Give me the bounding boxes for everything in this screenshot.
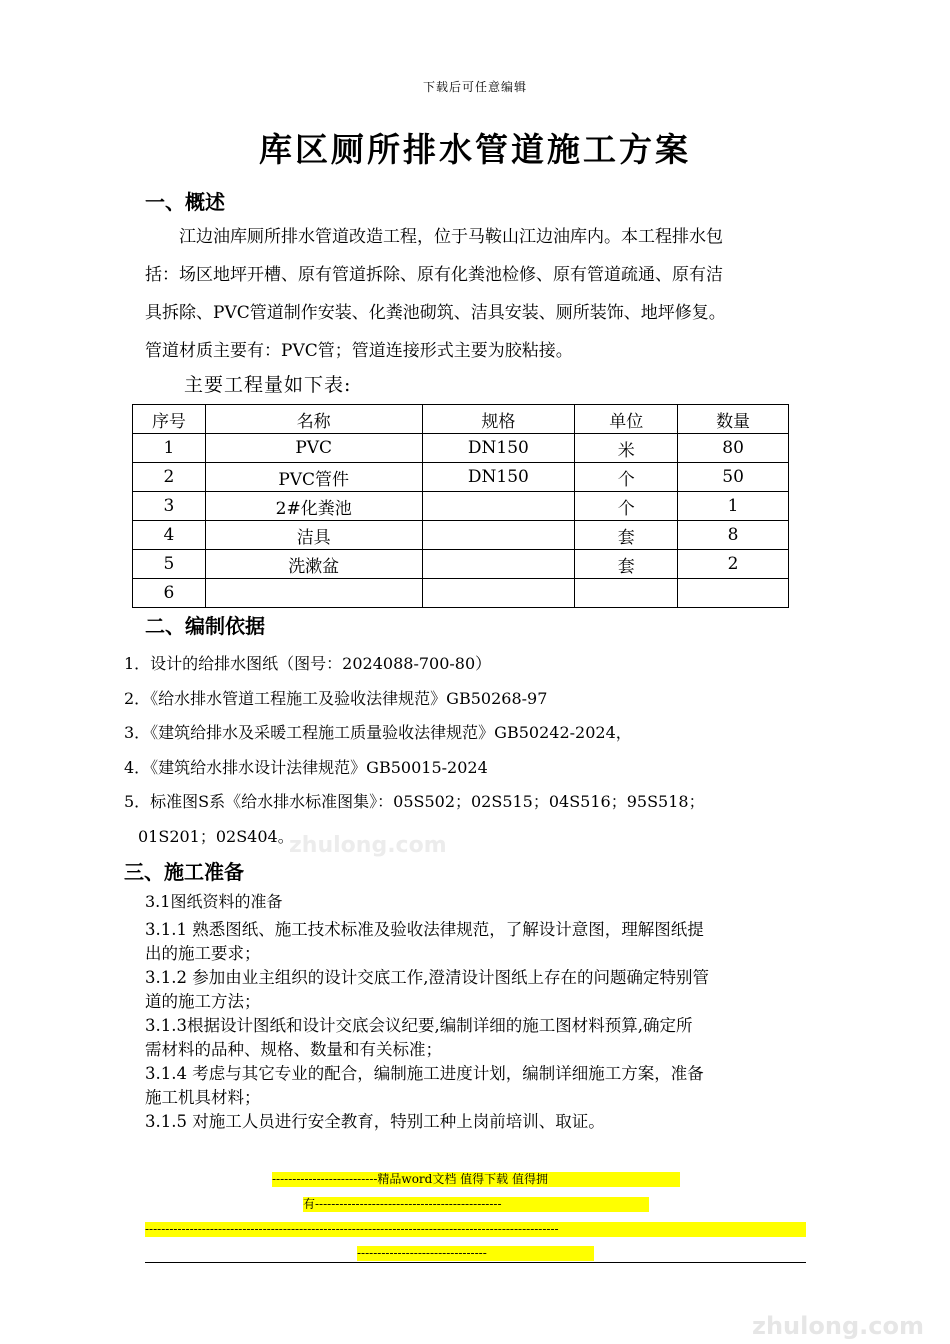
document-title: 库区厕所排水管道施工方案 [259, 130, 691, 169]
prep-line: 需材料的品种、规格、数量和有关标准； [145, 1040, 442, 1059]
prep-line: 3.1.2 参加由业主组织的设计交底工作,澄清设计图纸上存在的问题确定特别管 [145, 968, 709, 987]
table-cell: 个 [575, 463, 678, 492]
table-cell [422, 521, 575, 550]
overview-line: 具拆除、PVC管道制作安装、化粪池砌筑、洁具安装、厕所装饰、地坪修复。 [145, 303, 726, 323]
table-cell: 洗漱盆 [205, 550, 422, 579]
basis-list [124, 647, 814, 854]
table-cell: 2 [133, 463, 206, 492]
prep-line: 施工机具材料； [145, 1088, 261, 1107]
table-cell: 2#化粪池 [205, 492, 422, 521]
table-cell: 洁具 [205, 521, 422, 550]
table-header-row [133, 405, 789, 434]
watermark-text: zhulong.com [289, 833, 447, 858]
section-heading-basis: 二、编制依据 [145, 614, 265, 638]
table-cell [422, 579, 575, 608]
prep-line: 3.1.4 考虑与其它专业的配合，编制施工进度计划，编制详细施工方案，准备 [145, 1064, 704, 1083]
table-cell: PVC [205, 434, 422, 463]
table-cell [575, 579, 678, 608]
list-item: 1．设计的给排水图纸（图号：2024088-700-80） [124, 654, 492, 673]
table-intro: 主要工程量如下表: [184, 374, 352, 396]
table-cell [205, 579, 422, 608]
promo-banner-line: --------------------------精品word文档 值得下载 值得拥 [272, 1172, 680, 1187]
quantity-table [132, 404, 789, 608]
table-cell: PVC管件 [205, 463, 422, 492]
table-cell: 套 [575, 550, 678, 579]
table-cell: 8 [678, 521, 789, 550]
overview-paragraph [145, 218, 815, 370]
table-cell: 6 [133, 579, 206, 608]
table-cell: 1 [133, 434, 206, 463]
table-cell: 3 [133, 492, 206, 521]
list-item: 3．《建筑给排水及采暖工程施工质量验收法律规范》GB50242-2024， [124, 723, 632, 742]
promo-banner-line: ------------------------------------------------------------------------------------------------------ [145, 1222, 806, 1237]
list-item: 5．标准图S系《给水排水标准图集》：05S502；02S515；04S516；95S518； [124, 792, 705, 811]
table-header-cell: 数量 [678, 405, 789, 434]
prep-line: 3.1.3根据设计图纸和设计交底会议纪要,编制详细的施工图材料预算,确定所 [145, 1016, 693, 1035]
prep-line: 道的施工方法； [145, 992, 261, 1011]
table-cell: DN150 [422, 463, 575, 492]
preparation-paragraph [145, 890, 815, 1134]
table-header-cell: 序号 [133, 405, 206, 434]
table-cell: 80 [678, 434, 789, 463]
promo-banner-line: 有---------------------------------------------- [303, 1197, 649, 1212]
table-cell: 4 [133, 521, 206, 550]
table-row [133, 579, 789, 608]
section-heading-preparation: 三、施工准备 [124, 860, 244, 884]
table-header-cell: 规格 [422, 405, 575, 434]
footer-divider [145, 1262, 806, 1263]
prep-line: 3.1.5 对施工人员进行安全教育，特别工种上岗前培训、取证。 [145, 1112, 605, 1131]
table-header-cell: 单位 [575, 405, 678, 434]
list-item: 01S201；02S404。 [138, 826, 294, 846]
list-item: 2．《给水排水管道工程施工及验收法律规范》GB50268-97 [124, 688, 548, 708]
prep-line: 出的施工要求； [145, 944, 261, 963]
table-cell: 套 [575, 521, 678, 550]
table-row [133, 434, 789, 463]
table-row [133, 550, 789, 579]
header-note: 下载后可任意编辑 [422, 80, 527, 94]
table-row [133, 521, 789, 550]
list-item: 4．《建筑给水排水设计法律规范》GB50015-2024 [124, 757, 488, 777]
table-row [133, 492, 789, 521]
table-cell [678, 579, 789, 608]
table-header-cell: 名称 [205, 405, 422, 434]
overview-line: 括：场区地坪开槽、原有管道拆除、原有化粪池检修、原有管道疏通、原有洁 [145, 265, 723, 285]
table-row [133, 463, 789, 492]
watermark-text: zhulong.com [752, 1312, 924, 1340]
table-cell [422, 550, 575, 579]
promo-banner-line: -------------------------------- [357, 1246, 594, 1261]
table-cell: DN150 [422, 434, 575, 463]
overview-line: 江边油库厕所排水管道改造工程，位于马鞍山江边油库内。本工程排水包 [179, 227, 723, 247]
section-heading-overview: 一、概述 [145, 190, 225, 214]
table-cell: 2 [678, 550, 789, 579]
table-cell: 50 [678, 463, 789, 492]
table-cell: 1 [678, 492, 789, 521]
table-cell: 米 [575, 434, 678, 463]
table-cell [422, 492, 575, 521]
prep-line: 3.1图纸资料的准备 [145, 892, 283, 911]
overview-line: 管道材质主要有：PVC管；管道连接形式主要为胶粘接。 [145, 341, 573, 361]
prep-line: 3.1.1 熟悉图纸、施工技术标准及验收法律规范，了解设计意图，理解图纸提 [145, 920, 704, 939]
table-cell: 个 [575, 492, 678, 521]
table-cell: 5 [133, 550, 206, 579]
